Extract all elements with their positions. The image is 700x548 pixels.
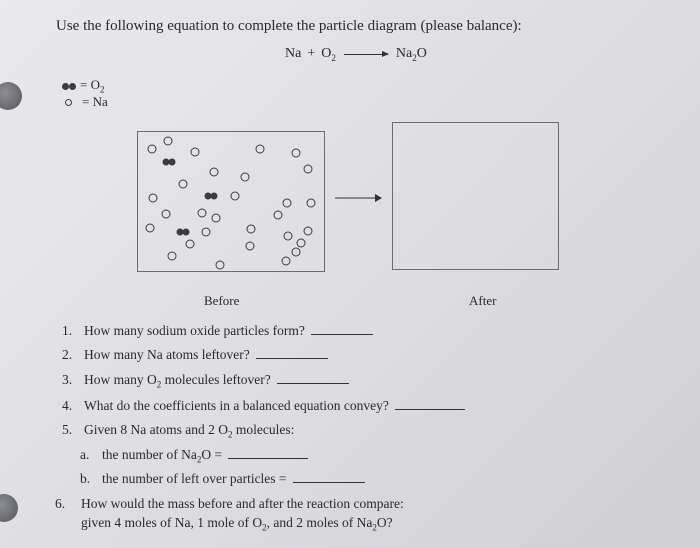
answer-blank-5a[interactable] bbox=[228, 457, 308, 459]
question-5a: a. the number of $Na_2O$ = bbox=[80, 447, 308, 465]
legend-o2: = $O_2$ bbox=[62, 78, 108, 94]
filled-circle-icon bbox=[69, 83, 76, 90]
reactant-o2: $O_2$ bbox=[321, 46, 336, 63]
question-6: 6. How would the mass before and after the reaction compare: bbox=[55, 496, 404, 511]
plus-sign: + bbox=[307, 46, 316, 62]
binder-hole-bottom bbox=[0, 494, 18, 522]
answer-blank-2[interactable] bbox=[256, 357, 328, 359]
product-na2o: $Na_2O$ bbox=[395, 46, 427, 63]
chemical-equation bbox=[285, 46, 427, 63]
question-5: 5. Given 8 Na atoms and 2 $O_2$ molecules: bbox=[62, 422, 295, 440]
instructions-title: Use the following equation to complete the particle diagram (please balance): bbox=[56, 18, 522, 34]
before-label: Before bbox=[204, 293, 240, 308]
legend-na: = Na bbox=[62, 94, 108, 110]
question-1: 1. How many sodium oxide particles form? bbox=[62, 323, 373, 339]
question-6-line2: given 4 moles of Na, 1 mole of $O_2$, and 2 moles of $Na_2O$? bbox=[81, 515, 393, 533]
question-2: 2. How many Na atoms leftover? bbox=[62, 347, 328, 363]
filled-circle-icon bbox=[62, 83, 69, 90]
answer-blank-4[interactable] bbox=[395, 408, 465, 410]
question-5b: b. the number of left over particles = bbox=[80, 471, 365, 487]
answer-blank-1[interactable] bbox=[311, 333, 373, 335]
after-label: After bbox=[469, 293, 497, 308]
reactant-na: Na bbox=[285, 46, 302, 62]
open-circle-icon bbox=[65, 99, 72, 106]
question-3: 3. How many $O_2$ molecules leftover? bbox=[62, 372, 349, 390]
before-box bbox=[137, 131, 325, 272]
answer-blank-3[interactable] bbox=[277, 382, 349, 384]
binder-hole-top bbox=[0, 82, 22, 110]
reaction-arrow-icon bbox=[344, 54, 388, 55]
transition-arrow-icon bbox=[333, 192, 383, 204]
answer-blank-5b[interactable] bbox=[293, 481, 365, 483]
question-4: 4. What do the coefficients in a balanced equation convey? bbox=[62, 398, 465, 414]
before-particles bbox=[138, 132, 324, 271]
particle-legend bbox=[62, 78, 108, 110]
after-box[interactable] bbox=[392, 122, 559, 270]
